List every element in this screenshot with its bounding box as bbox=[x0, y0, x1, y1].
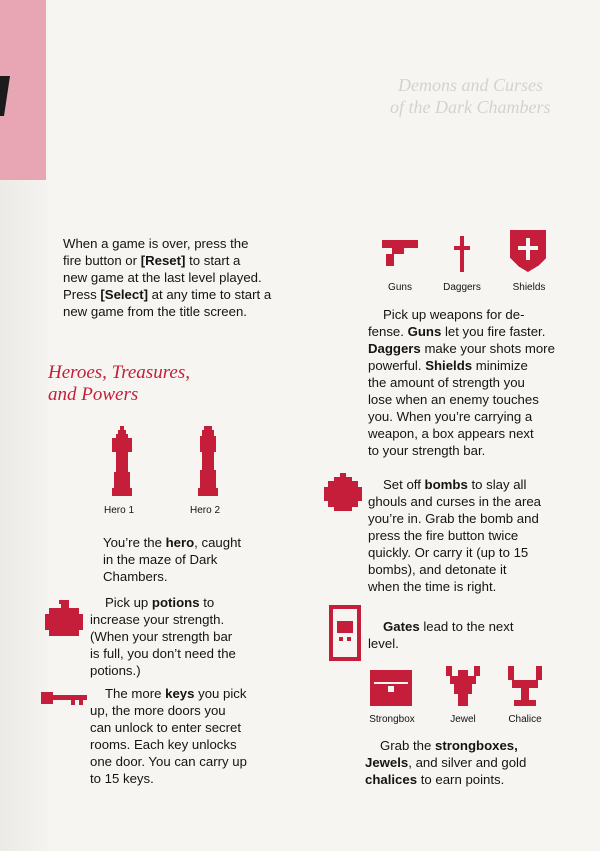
hero-1-icon bbox=[110, 426, 134, 498]
heroes-paragraph: You’re the hero, caught in the maze of Dark Chambers. bbox=[103, 535, 242, 584]
jewel-icon bbox=[446, 666, 480, 706]
hero-1-caption: Hero 1 bbox=[103, 505, 134, 516]
shields-caption: Shields bbox=[512, 282, 546, 293]
intro-paragraph: When a game is over, press the fire button or [Reset] to start a new game at the last level played. Press [Select] at any time to start a new game from the title screen. bbox=[63, 236, 272, 319]
bombs-paragraph: Set off bombs to slay all ghouls and curses in the area you’re in. Grab the bomb and press the fire button twice quickly. Or carry it (up to 15 bombs), and detonate it when the time is right. bbox=[368, 477, 542, 594]
gate-icon bbox=[329, 605, 361, 661]
bleed-through-title-2: of the Dark Chambers bbox=[390, 97, 551, 117]
jewel-caption: Jewel bbox=[450, 714, 476, 725]
chalice-icon bbox=[508, 666, 542, 706]
strongbox-caption: Strongbox bbox=[369, 714, 415, 725]
strongbox-icon bbox=[370, 670, 412, 706]
guns-caption: Guns bbox=[388, 282, 412, 293]
keys-paragraph: The more keys you pick up, the more doors you can unlock to enter secret rooms. Each key unlocks one door. You can carry up to 15 keys. bbox=[90, 686, 247, 786]
chalice-caption: Chalice bbox=[508, 714, 542, 725]
gates-paragraph: Gates lead to the next level. bbox=[368, 619, 514, 651]
gun-icon bbox=[382, 240, 418, 266]
potion-icon bbox=[43, 600, 85, 636]
dagger-icon bbox=[454, 236, 470, 272]
bleed-through-title-1: Demons and Curses bbox=[398, 75, 544, 95]
tab-edge-mark bbox=[0, 76, 10, 116]
section-heading: Heroes, Treasures, and Powers bbox=[48, 362, 190, 405]
treasures-paragraph: Grab the strongboxes, Jewels, and silver and gold chalices to earn points. bbox=[365, 738, 527, 787]
hero-2-icon bbox=[196, 426, 220, 498]
weapons-paragraph: Pick up weapons for de- fense. Guns let you fire faster. Daggers make your shots more powerful. Shields minimize the amount of strength you lose when an enemy touches you. When you’re carrying a weapon, a box appears next to your strength bar. bbox=[368, 307, 555, 458]
daggers-caption: Daggers bbox=[443, 282, 481, 293]
bomb-icon bbox=[322, 473, 364, 511]
hero-2-caption: Hero 2 bbox=[189, 505, 220, 516]
potions-paragraph: Pick up potions to increase your strength. (When your strength bar is full, you don’t need the potions.) bbox=[90, 595, 236, 678]
shield-icon bbox=[510, 230, 546, 272]
key-icon bbox=[41, 690, 87, 706]
